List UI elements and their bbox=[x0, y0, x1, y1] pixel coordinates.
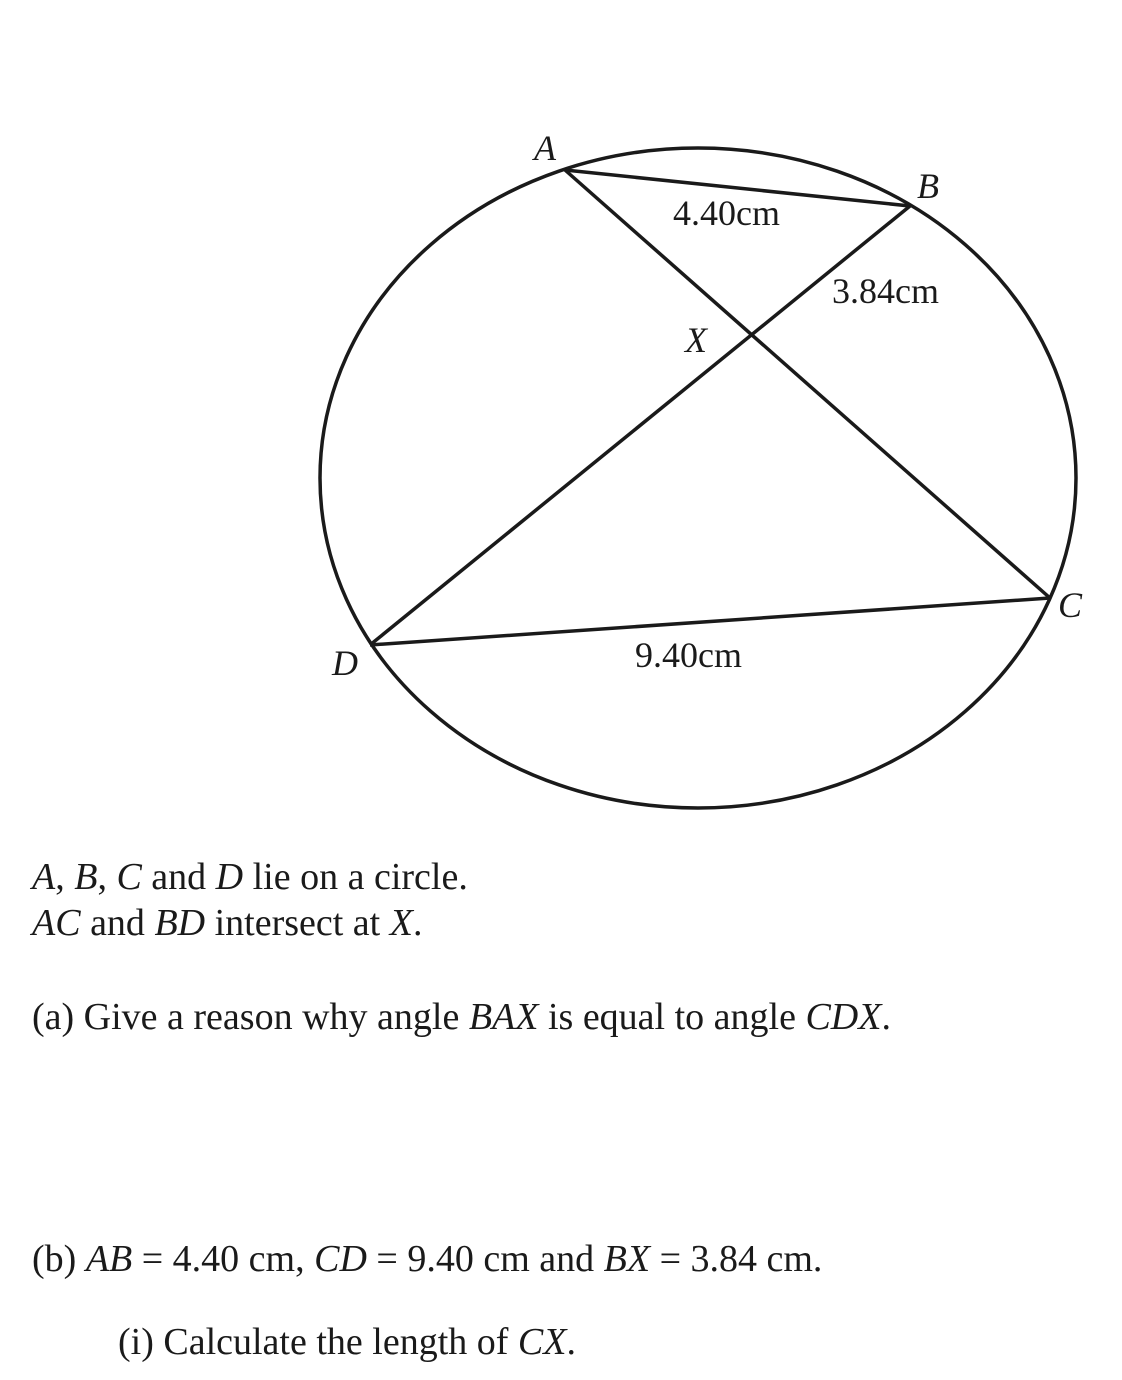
text-fragment: . bbox=[566, 1321, 576, 1363]
statement-point-x: X bbox=[389, 902, 413, 944]
point-label-d: D bbox=[332, 643, 358, 683]
statement-point-b: B bbox=[74, 856, 98, 898]
point-label-b: B bbox=[917, 166, 939, 206]
question-a bbox=[32, 998, 891, 1036]
circle bbox=[320, 148, 1076, 808]
length-label-ab: 4.40cm bbox=[673, 193, 780, 233]
text-fragment: . bbox=[412, 902, 423, 944]
statement-intersection bbox=[32, 904, 422, 942]
point-label-c: C bbox=[1058, 585, 1083, 625]
statement-point-c: C bbox=[116, 856, 142, 898]
text-fragment: and bbox=[80, 902, 155, 944]
statement-point-a: A bbox=[32, 856, 56, 898]
text-fragment: , bbox=[55, 856, 75, 898]
text-fragment: (b) bbox=[32, 1238, 86, 1280]
text-fragment: is equal to angle bbox=[538, 996, 806, 1038]
length-label-bx: 3.84cm bbox=[832, 271, 939, 311]
text-fragment: (a) Give a reason why angle bbox=[32, 996, 469, 1038]
angle-cdx: CDX bbox=[805, 996, 882, 1038]
chord-bd bbox=[370, 206, 910, 645]
point-label-x: X bbox=[685, 320, 707, 360]
text-fragment: intersect at bbox=[205, 902, 390, 944]
text-fragment: and bbox=[141, 856, 216, 898]
segment-cx: CX bbox=[517, 1321, 567, 1363]
point-label-a: A bbox=[534, 128, 556, 168]
text-fragment: = 3.84 cm. bbox=[650, 1238, 823, 1280]
text-fragment: , bbox=[97, 856, 117, 898]
text-fragment: = 9.40 cm and bbox=[366, 1238, 604, 1280]
question-b bbox=[32, 1240, 822, 1278]
statement-points-on-circle bbox=[32, 858, 468, 896]
segment-bx: BX bbox=[603, 1238, 651, 1280]
chord-ac bbox=[565, 170, 1050, 598]
text-fragment: lie on a circle. bbox=[243, 856, 468, 898]
text-fragment: (i) Calculate the length of bbox=[118, 1321, 518, 1363]
segment-cd: CD bbox=[314, 1238, 367, 1280]
length-label-cd: 9.40cm bbox=[635, 635, 742, 675]
statement-chord-bd: BD bbox=[154, 902, 206, 944]
question-b-i bbox=[118, 1323, 576, 1361]
angle-bax: BAX bbox=[468, 996, 539, 1038]
text-fragment: = 4.40 cm, bbox=[132, 1238, 315, 1280]
text-fragment: . bbox=[881, 996, 891, 1038]
statement-chord-ac: AC bbox=[32, 902, 81, 944]
statement-point-d: D bbox=[215, 856, 244, 898]
segment-ab: AB bbox=[85, 1238, 133, 1280]
